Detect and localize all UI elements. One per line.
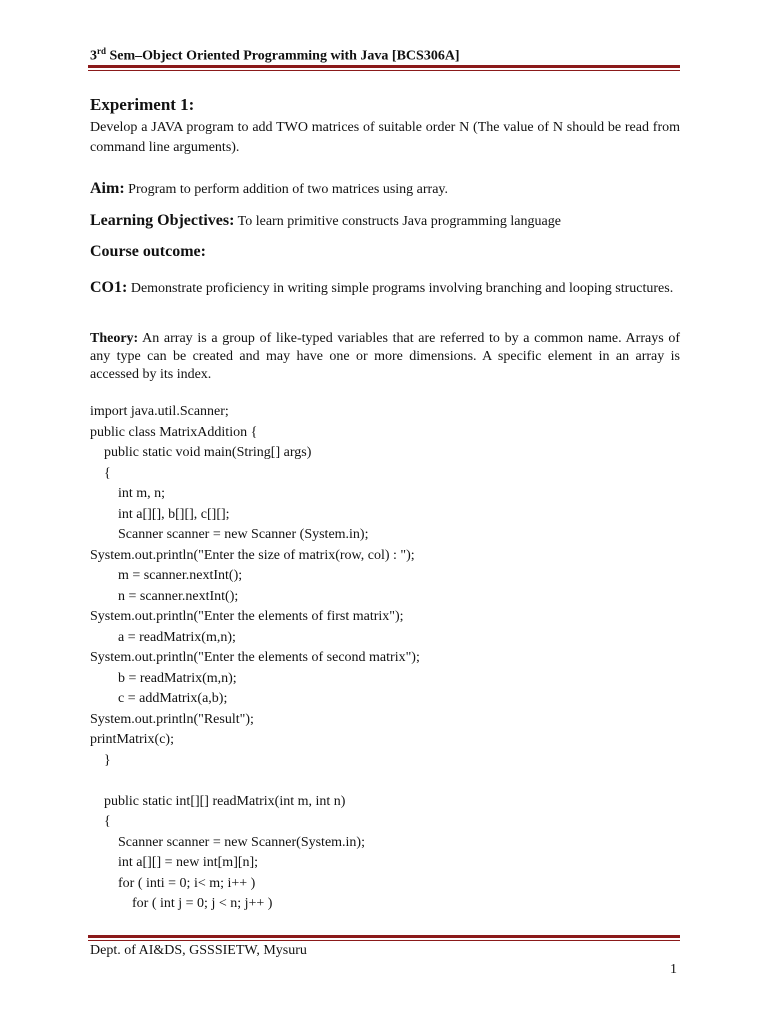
code-line: { xyxy=(90,465,111,481)
learning-objectives-paragraph xyxy=(90,212,680,230)
code-line: System.out.println("Enter the elements of first matrix"); xyxy=(90,609,404,624)
code-line: a = readMatrix(m,n); xyxy=(90,629,236,645)
aim-text: Program to perform addition of two matrices using array. xyxy=(124,182,448,197)
theory-text: An array is a group of like-typed variables that are referred to by a common name. Arrays of any type can be created and may have one or more dimensions. A specific element in an array is accessed by its index. xyxy=(90,331,680,382)
code-line: b = readMatrix(m,n); xyxy=(90,670,237,686)
footer-divider xyxy=(88,935,680,941)
co1-paragraph xyxy=(90,274,680,303)
code-line: int a[][] = new int[m][n]; xyxy=(90,855,259,870)
theory-paragraph xyxy=(90,330,680,384)
code-line: { xyxy=(90,814,111,829)
code-line: n = scanner.nextInt(); xyxy=(90,588,239,604)
header-sem-suffix: rd xyxy=(97,46,106,56)
code-line xyxy=(90,771,680,792)
header-sem-number: 3 xyxy=(90,48,97,64)
footer-department: Dept. of AI&DS, GSSSIETW, Mysuru xyxy=(90,943,307,958)
code-line: import java.util.Scanner; xyxy=(90,404,229,419)
code-line: System.out.println("Enter the elements of second matrix"); xyxy=(90,650,420,665)
code-line: int m, n; xyxy=(90,486,166,501)
learning-objectives-text: To learn primitive constructs Java programming language xyxy=(234,214,561,229)
page-header xyxy=(90,46,460,65)
code-line: System.out.println("Result"); xyxy=(90,711,254,727)
code-line: int a[][], b[][], c[][]; xyxy=(90,506,230,522)
experiment-heading: Experiment 1: xyxy=(90,95,195,114)
co1-label: CO1: xyxy=(90,279,128,296)
header-course-title: Sem–Object Oriented Programming with Java [BCS306A] xyxy=(106,48,460,64)
code-line: for ( int j = 0; j < n; j++ ) xyxy=(90,896,273,911)
co1-text: Demonstrate proficiency in writing simple programs involving branching and looping structures. xyxy=(127,281,674,296)
code-line: public static void main(String[] args) xyxy=(90,445,312,460)
learning-objectives-label: Learning Objectives: xyxy=(90,212,235,229)
experiment-description: Develop a JAVA program to add TWO matrices of suitable order N (The value of N should be read from command line arguments). xyxy=(90,120,680,155)
code-line: Scanner scanner = new Scanner (System.in); xyxy=(90,527,369,542)
code-line: for ( inti = 0; i< m; i++ ) xyxy=(90,875,256,891)
code-line: } xyxy=(90,752,111,768)
aim-label: Aim: xyxy=(90,180,125,197)
course-outcome-heading: Course outcome: xyxy=(90,243,206,260)
theory-label: Theory: xyxy=(90,331,139,346)
code-line: Scanner scanner = new Scanner(System.in); xyxy=(90,834,365,850)
code-line: printMatrix(c); xyxy=(90,732,174,747)
code-line: m = scanner.nextInt(); xyxy=(90,568,243,583)
aim-paragraph xyxy=(90,180,680,198)
header-divider xyxy=(88,65,680,71)
code-line: public static int[][] readMatrix(int m, int n) xyxy=(90,793,346,809)
code-line: c = addMatrix(a,b); xyxy=(90,691,228,706)
code-listing xyxy=(90,402,680,915)
page-number: 1 xyxy=(670,962,677,977)
code-line: public class MatrixAddition { xyxy=(90,424,258,440)
code-line: System.out.println("Enter the size of matrix(row, col) : "); xyxy=(90,547,415,563)
